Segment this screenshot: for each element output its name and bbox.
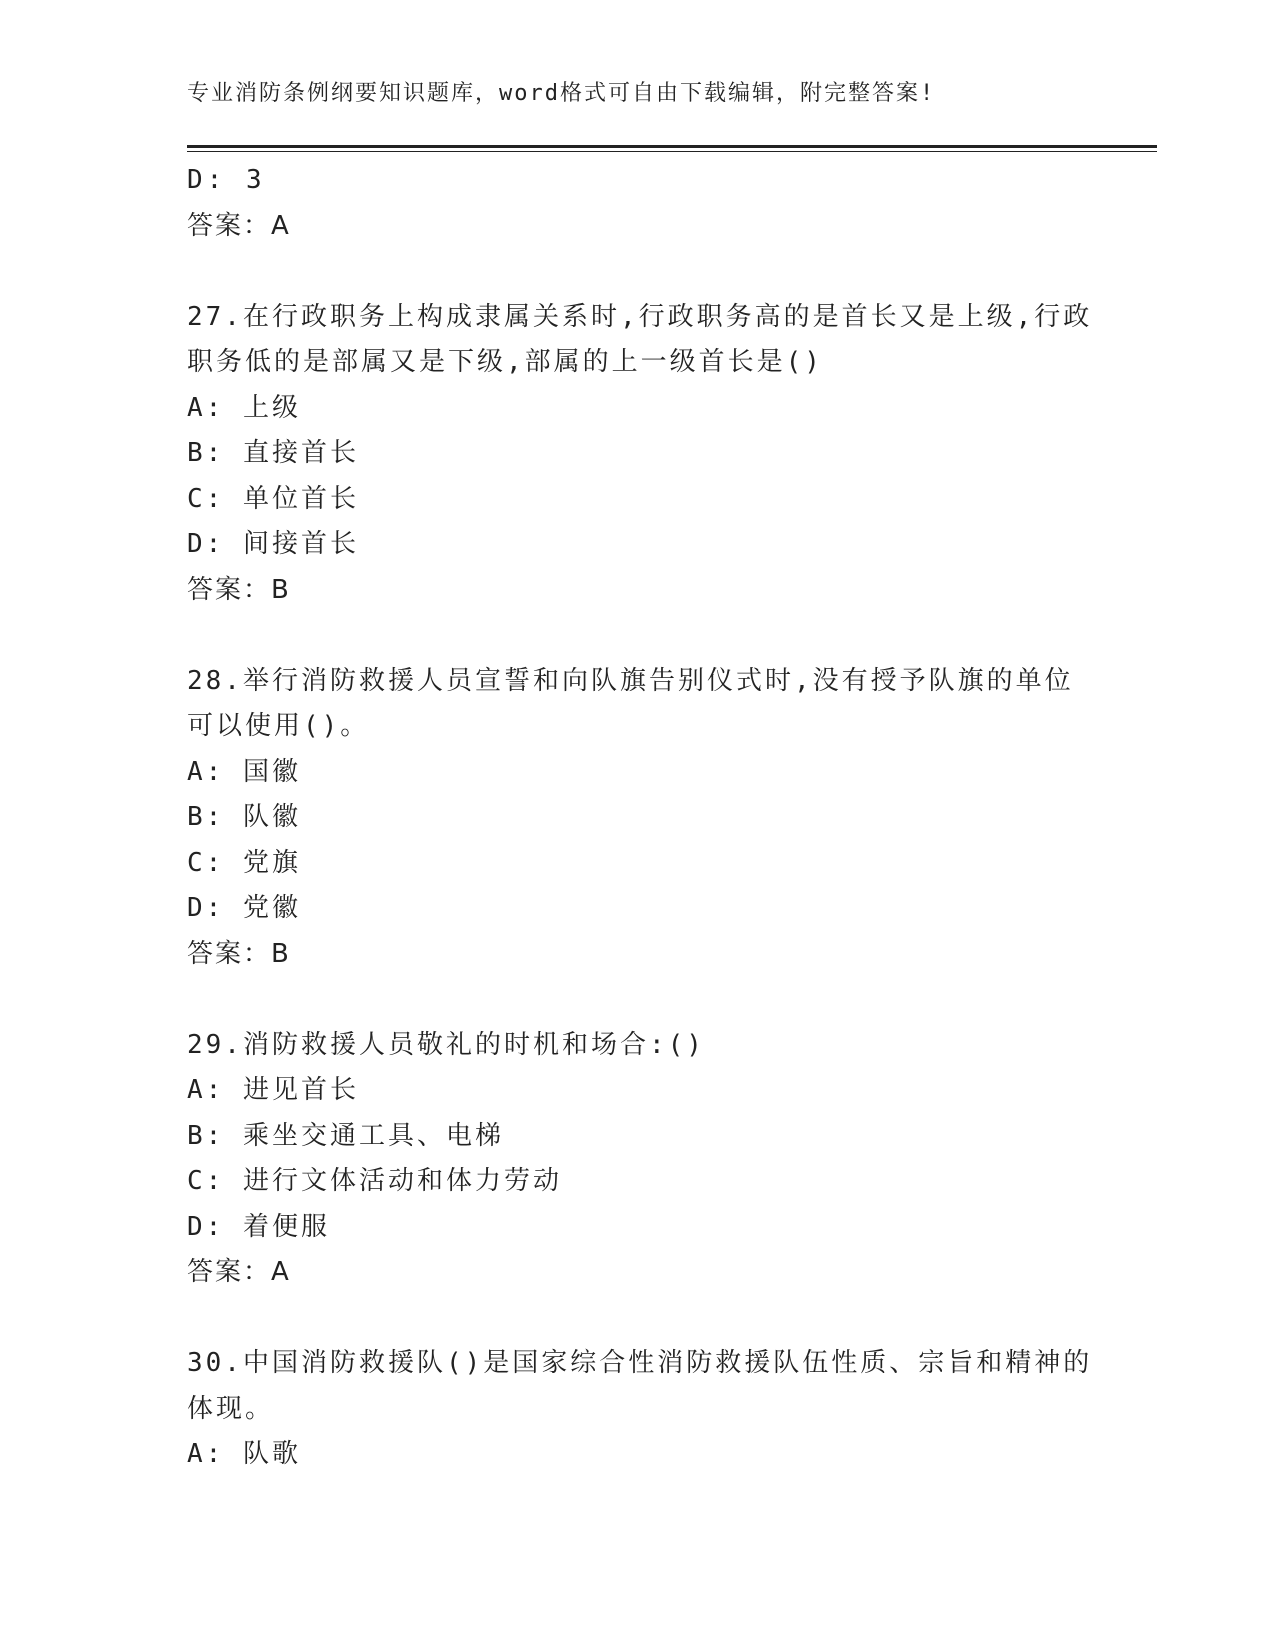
question-stem-line: 28.举行消防救援人员宣誓和向队旗告别仪式时,没有授予队旗的单位 <box>187 665 1074 696</box>
answer-line: 答案：B <box>187 938 291 969</box>
option-a: A: 国徽 <box>187 756 301 787</box>
question-27 <box>187 295 1093 614</box>
option-a: A: 进见首长 <box>187 1075 359 1105</box>
question-stem-line: 可以使用()。 <box>187 711 370 741</box>
option-d: D: 间接首长 <box>187 529 359 559</box>
option-b: B: 乘坐交通工具、电梯 <box>187 1120 504 1151</box>
question-stem-line: 体现。 <box>187 1393 275 1424</box>
question-30 <box>187 1341 1093 1478</box>
option-a: A: 上级 <box>187 392 301 423</box>
question-28 <box>187 659 1087 978</box>
answer-line: 答案：A <box>187 210 291 241</box>
answer-line: 答案：B <box>187 574 291 605</box>
option-d: D: 着便服 <box>187 1211 330 1242</box>
page-header-text: 专业消防条例纲要知识题库，word格式可自由下载编辑，附完整答案! <box>187 81 936 106</box>
question-stem-line: 27.在行政职务上构成隶属关系时,行政职务高的是首长又是上级,行政 <box>187 301 1093 332</box>
previous-question-tail <box>187 158 1087 249</box>
question-stem-line: 29.消防救援人员敬礼的时机和场合:() <box>187 1029 705 1060</box>
question-stem-line: 30.中国消防救援队()是国家综合性消防救援队伍性质、宗旨和精神的 <box>187 1348 1093 1378</box>
option-c: C: 单位首长 <box>187 483 359 514</box>
option-d: D: 党徽 <box>187 893 301 923</box>
option-c: C: 党旗 <box>187 847 301 878</box>
option-b: B: 直接首长 <box>187 438 359 468</box>
answer-line: 答案：A <box>187 1257 291 1287</box>
option-d: D: 3 <box>187 165 266 195</box>
question-stem-line: 职务低的是部属又是下级,部属的上一级首长是() <box>187 347 823 377</box>
option-b: B: 队徽 <box>187 802 301 832</box>
option-a: A: 队歌 <box>187 1439 301 1469</box>
option-c: C: 进行文体活动和体力劳动 <box>187 1166 562 1196</box>
header-divider <box>187 145 1157 152</box>
question-29 <box>187 1023 1087 1296</box>
question-list <box>187 158 1093 1478</box>
